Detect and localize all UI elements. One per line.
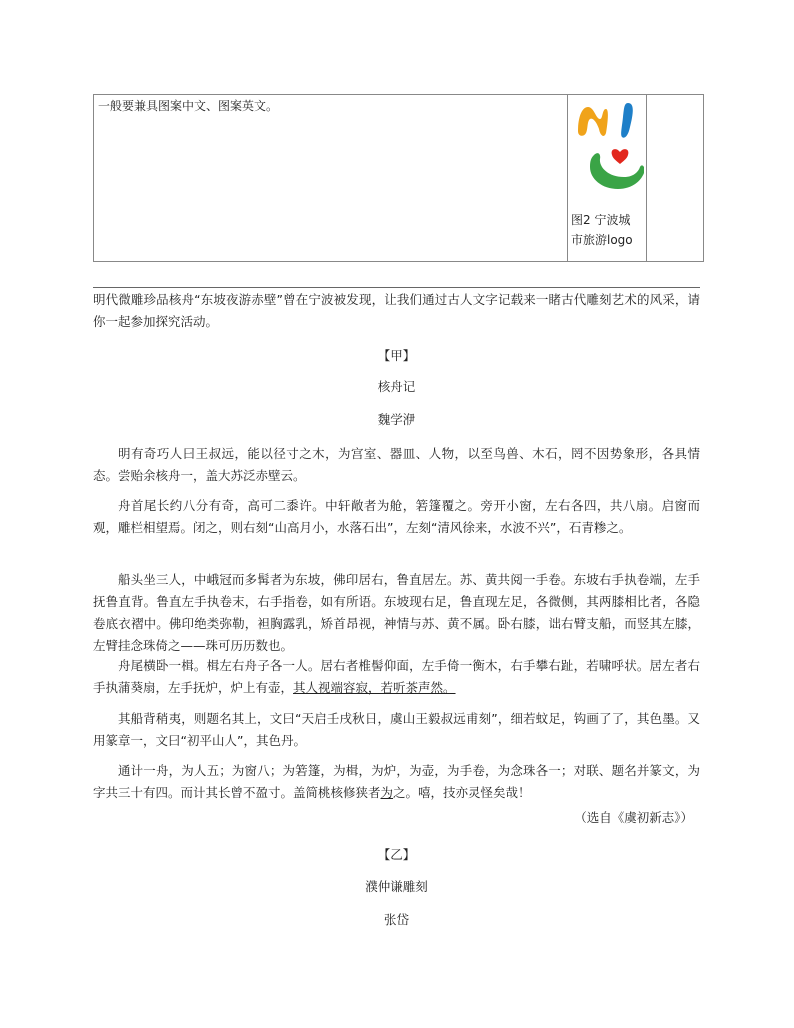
underlined-word: 为 (380, 785, 394, 800)
intro-text: 明代微雕珍品核舟“东坡夜游赤壁”曾在宁波被发现，让我们通过古人文字记载来一睹古代雕刻艺术的风采，请你一起参加探究活动。 (93, 292, 700, 329)
divider (93, 287, 700, 288)
logo-image-cell (568, 95, 647, 261)
paragraph-3: 船头坐三人，中峨冠而多髯者为东坡，佛印居右，鲁直居左。苏、黄共阅一手卷。东坡右手执卷端，左手抚鲁直背。鲁直左手执卷末，右手指卷，如有所语。东坡现右足，鲁直现左足，各微侧，其两膝相比者，各隐卷底衣褶中。佛印绝类弥勒，袒胸露乳，矫首昂视，神情与苏、黄不属。卧右膝，诎右臂支船，而竖其左膝，左臂挂念珠倚之——珠可历历数也。 (93, 572, 700, 653)
article-title: 核舟记 (377, 379, 416, 394)
second-article-title: 濮仲谦雕刻 (365, 879, 428, 894)
paragraph-1: 明有奇巧人曰王叔远，能以径寸之木，为宫室、器皿、人物，以至鸟兽、木石，罔不因势象形，各具情态。尝贻余核舟一，盖大苏泛赤壁云。 (93, 446, 700, 483)
logo-caption (571, 210, 643, 250)
underlined-sentence: 其人视端容寂，若听茶声然。 (293, 680, 456, 695)
second-article-author: 张岱 (383, 912, 409, 927)
section-label-jia: 【甲】 (377, 348, 416, 363)
table-text-cell (94, 95, 568, 261)
article-author: 魏学洢 (377, 412, 416, 427)
paragraph-6 (93, 760, 700, 804)
table-cell-text: 一般要兼具图案中文、图案英文。 (98, 99, 279, 113)
paragraph-2: 舟首尾长约八分有奇，高可二黍许。中轩敞者为舱，箬篷覆之。旁开小窗，左右各四，共八扇。启窗而观，雕栏相望焉。闭之，则右刻“山高月小，水落石出”，左刻“清风徐来，水波不兴”，石青糁之。 (93, 498, 700, 535)
paragraph-4-text: 舟尾横卧一楫。楫左右舟子各一人。居右者椎髻仰面，左手倚一衡木，右手攀右趾，若啸呼状。居左者右手执蒲葵扇，左手抚炉，炉上有壶， (93, 658, 700, 695)
logo-table (93, 94, 704, 262)
section-label-yi: 【乙】 (377, 847, 416, 862)
paragraph-4 (93, 655, 700, 699)
paragraph-5: 其船背稍夷，则题名其上，文曰“天启壬戌秋日，虞山王毅叔远甫刻”，细若蚊足，钩画了了，其色墨。又用篆章一，文曰“初平山人”，其色丹。 (93, 711, 700, 748)
paragraph-6-tail: 之。嘻，技亦灵怪矣哉！ (393, 785, 531, 800)
logo-caption-line2: 市旅游logo (571, 233, 633, 247)
logo-caption-line1: 图2 宁波城 (571, 213, 631, 227)
paragraph-6-text: 通计一舟，为人五；为窗八；为箬篷，为楫，为炉，为壶，为手卷，为念珠各一；对联、题名并篆文，为字共三十有四。而计其长曾不盈寸。盖简桃核修狭者 (93, 763, 700, 800)
ningbo-tourism-logo-icon (572, 97, 644, 197)
source-note: （选自《虞初新志》） (574, 810, 693, 825)
